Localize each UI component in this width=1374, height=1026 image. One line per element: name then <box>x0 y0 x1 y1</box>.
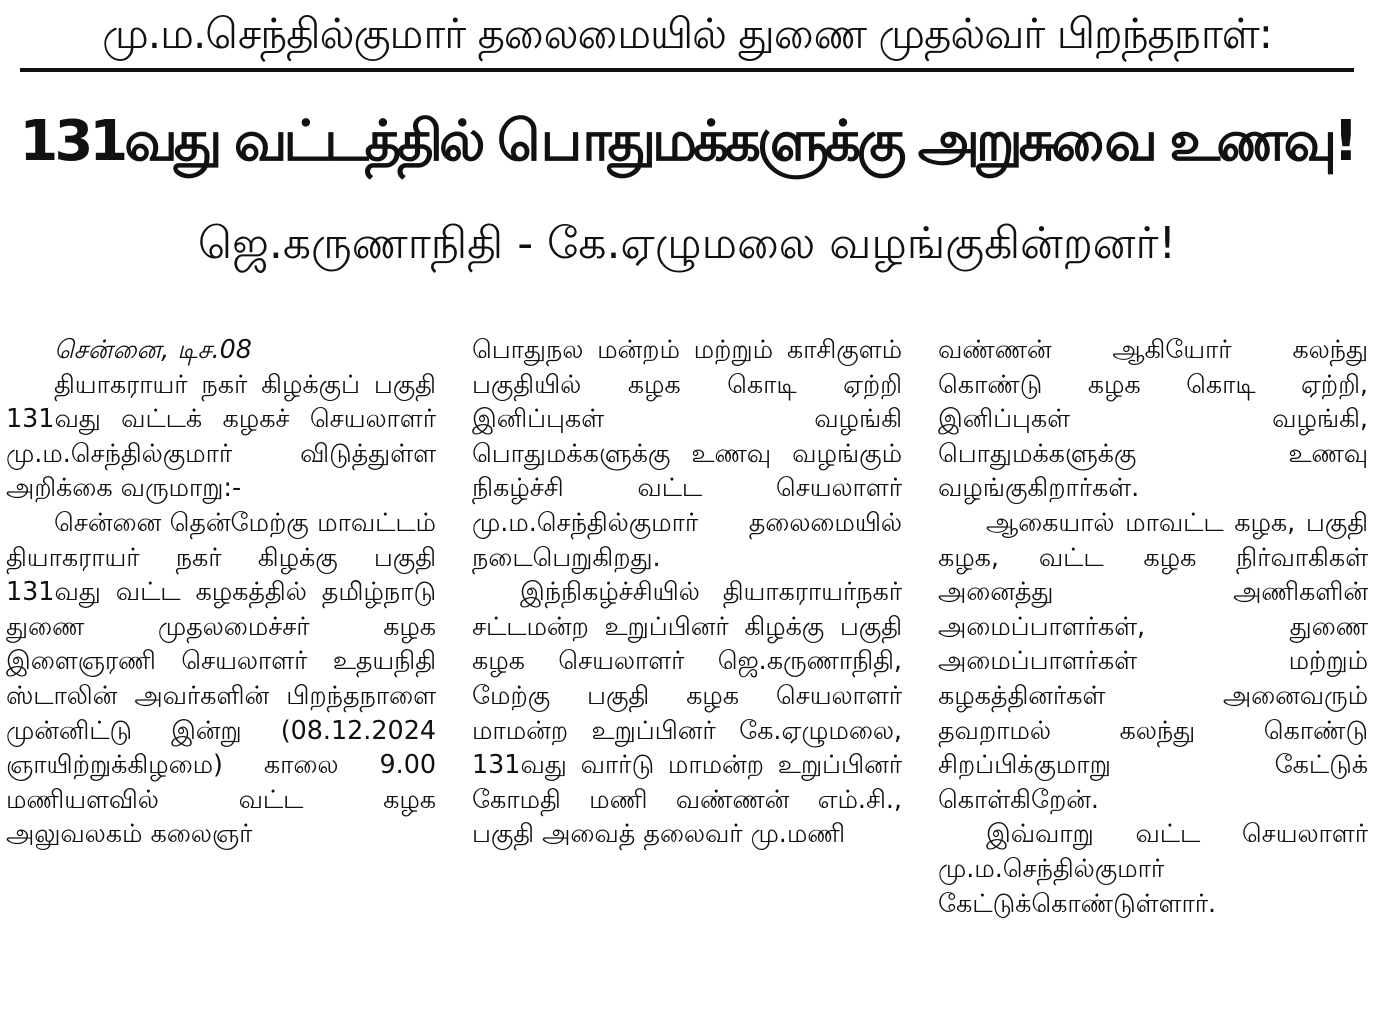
kicker-headline: மு.ம.செந்தில்குமார் தலைமையில் துணை முதல்வர் பிறந்தநாள்: <box>102 9 1272 58</box>
dateline: சென்னை, டிச.08 <box>54 334 252 364</box>
paragraph: இந்நிகழ்ச்சியில் தியாகராயர்நகர் சட்டமன்ற உறுப்பினர் கிழக்கு பகுதி கழக செயலாளர் ஜெ.கருணாநிதி, மேற்கு பகுதி கழக செயலாளர் மாமன்ற உறுப்பினர் கே.ஏழுமலை, 131வது வார்டு மாமன்ற உறுப்பினர் கோமதி மணி வண்ணன் எம்.சி., பகுதி அவைத் தலைவர் மு.மணி <box>472 576 902 849</box>
paragraph: ஆகையால் மாவட்ட கழக, பகுதி கழக, வட்ட கழக நிர்வாகிகள் அனைத்து அணிகளின் அமைப்பாளர்கள், துணை அமைப்பாளர்கள் மற்றும் கழகத்தினர்கள் அனைவரும் தவறாமல் கலந்து கொண்டு சிறப்பிக்குமாறு கேட்டுக் கொள்கிறேன். <box>938 506 1368 814</box>
article-column-3 <box>938 332 1368 1022</box>
article-body <box>0 332 1374 1022</box>
paragraph: பொதுநல மன்றம் மற்றும் காசிகுளம் பகுதியில் கழக கொடி ஏற்றி இனிப்புகள் வழங்கி பொதுமக்களுக்கு உணவு வழங்கும் நிகழ்ச்சி வட்ட செயலாளர் மு.ம.செந்தில்குமார் தலைமையில் நடைபெறுகிறது. <box>472 334 902 572</box>
paragraph: வண்ணன் ஆகியோர் கலந்து கொண்டு கழக கொடி ஏற்றி, இனிப்புகள் வழங்கி, பொதுமக்களுக்கு உணவு வழங்குகிறார்கள். <box>938 334 1368 503</box>
paragraph: இவ்வாறு வட்ட செயலாளர் மு.ம.செந்தில்குமார் கேட்டுக்கொண்டுள்ளார். <box>938 818 1368 918</box>
article-column-1 <box>6 332 436 1022</box>
sub-headline: ஜெ.கருணாநிதி - கே.ஏழுமலை வழங்குகின்றனர்! <box>197 218 1177 269</box>
article-column-2 <box>472 332 902 1022</box>
paragraph: சென்னை தென்மேற்கு மாவட்டம் தியாகராயர் நகர் கிழக்கு பகுதி 131வது வட்ட கழகத்தில் தமிழ்நாடு துணை முதலமைச்சர் கழக இளைஞரணி செயலாளர் உதயநிதி ஸ்டாலின் அவர்களின் பிறந்தநாளை முன்னிட்டு இன்று (08.12.2024 ஞாயிற்றுக்கிழமை) காலை 9.00 மணியளவில் வட்ட கழக அலுவலகம் கலைஞர் <box>6 506 436 849</box>
paragraph: தியாகராயர் நகர் கிழக்குப் பகுதி 131வது வட்டக் கழகச் செயலாளர் மு.ம.செந்தில்குமார் விடுத்துள்ள அறிக்கை வருமாறு:- <box>6 368 436 503</box>
main-headline: 131வது வட்டத்தில் பொதுமக்களுக்கு அறுசுவை உணவு! <box>19 109 1355 174</box>
